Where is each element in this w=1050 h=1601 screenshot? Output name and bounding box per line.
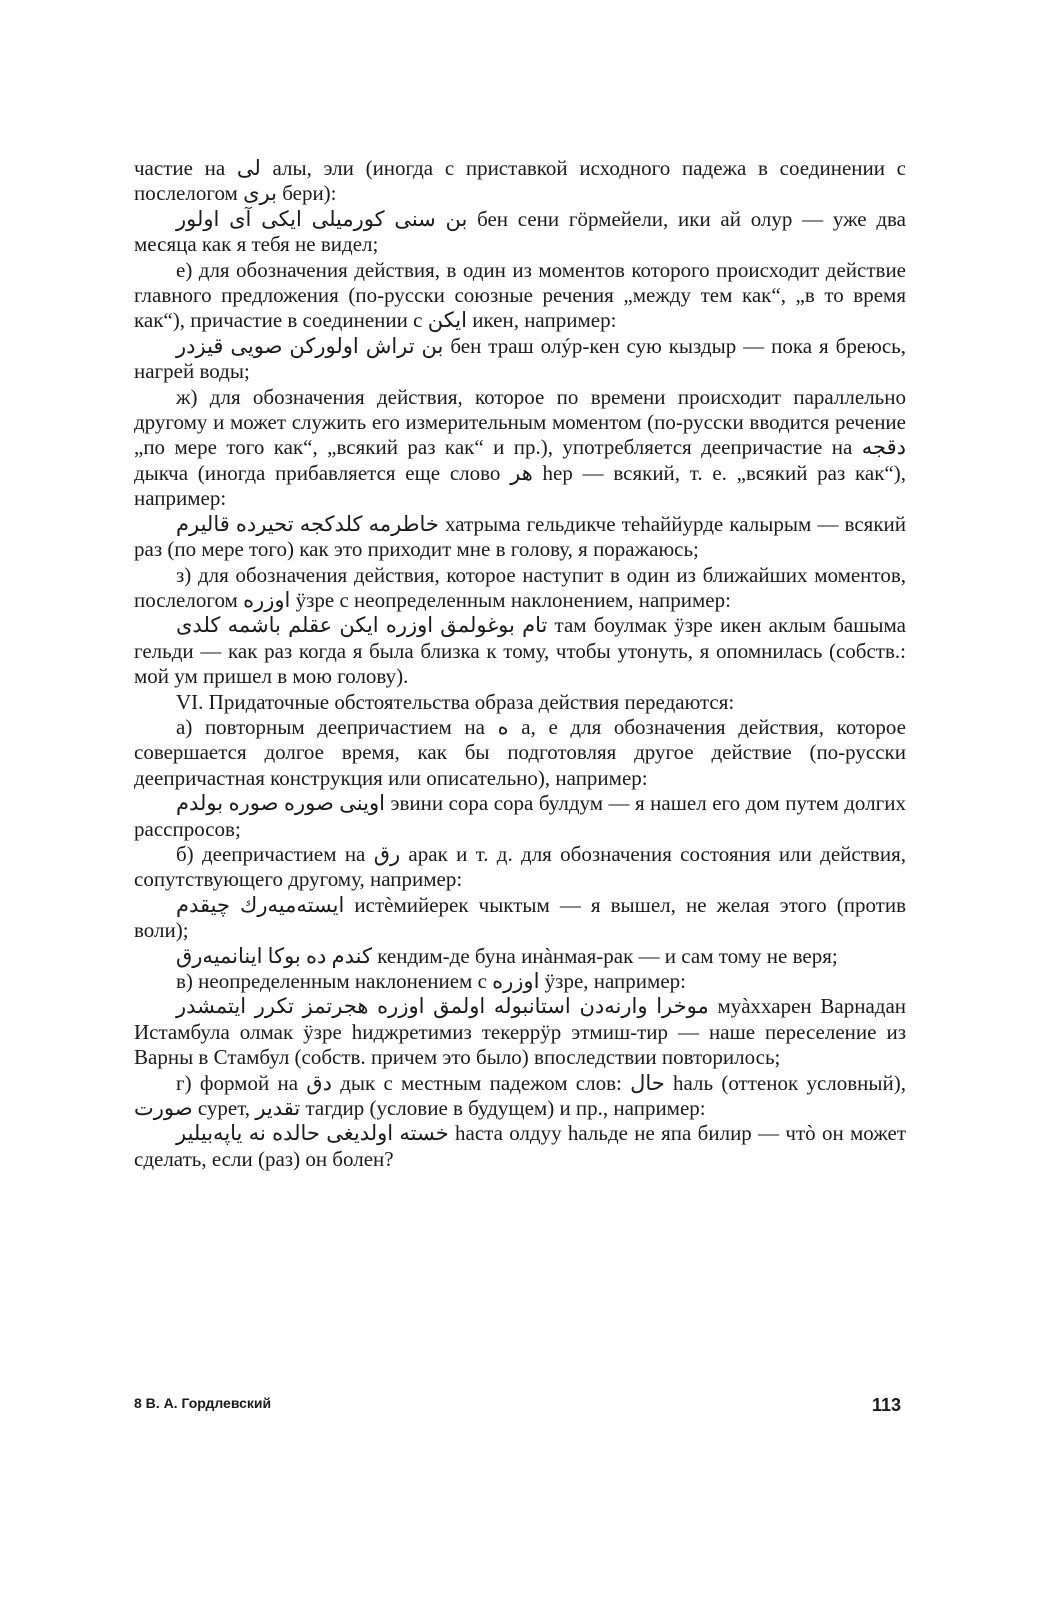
paragraph-10: а) повторным деепричастием на ه а, е для обозначения действия, которое совершается долгое время, как бы подготовляя другое действие (по-русски деепричастная конструкция или описательно), например:: [134, 714, 906, 790]
paragraph-13: اﻳﺴﺘﻪﻣﻴﻪرك ﭼﻴﻘﺪم истèмийерек чыктым — я вышел, не желая этого (против воли);: [134, 892, 906, 943]
paragraph-8: ﺗﺎم ﺑﻮﻏﻮﻟﻤﻖ اوزره اﻳﻜﻦ ﻋﻘﻠﻢ ﺑﺎﺷﻤﻪ ﻛﻠﺪی там боулмак ÿзре икен аклым башыма гельди — как раз когда я была близка к тому, чтобы утонуть, я опомнилась (собств.: мой ум пришел в мою голову).: [134, 613, 907, 689]
paragraph-7: з) для обозначения действия, которое наступит в один из ближайших моментов, послелогом اوزره ÿзре с неопределенным наклонением, например:: [134, 562, 906, 612]
paragraph-14: ﻛﻨﺪم ده ﺑﻮﻛﺎ اﻳﻨﺎﻧﻤﻴﻪرق кендим-де буна инàнмая-рак — и сам тому не веря;: [176, 943, 838, 968]
paragraph-3: е) для обозначения действия, в один из моментов которого происходит действие главного предложения (по-русски союзные речения „между тем как“, „в то время как“), причастие в соединении с اﻳﻜﻦ икен, например:: [134, 257, 906, 333]
paragraph-12: б) деепричастием на رق арак и т. д. для обозначения состояния или действия, сопутствующего другому, например:: [134, 841, 906, 892]
paragraph-5: ж) для обозначения действия, которое по времени происходит параллельно другому и может служить его измерительным моментом (по-русски вводится речение „по мере того как“, „всякий раз как“ и пр.), употребляется деепричастие на دﻗﺠﻪ дыкча (иногда прибавляется еще слово ﻫﺮ һер — всякий, т. е. „всякий раз как“), например:: [134, 384, 906, 511]
section-heading-vi: VI. Придаточные обстоятельства образа действия передаются:: [176, 689, 735, 714]
paragraph-2: ﺑﻦ ﺳﻨﻰ ﻛﻮرﻣﻴﻠﻰ اﻳﻜﻰ آی اوﻟﻮر бен сени гöрмейели, ики ай олур — уже два месяца как я тебя не видел;: [134, 206, 906, 257]
footer-signature: 8 В. А. Гордлевский: [134, 1395, 272, 1411]
paragraph-18: ﺧﺴﺘﻪ اوﻟﺪﻳﻐﻰ ﺣﺎﻟﺪه ﻧﻪ ﻳﺎﭘﻪﺑﻴﻠﻴﺮ һаста олдуу һальде не япа билир — чтò он может сделать, если (раз) он болен?: [134, 1121, 906, 1171]
paragraph-11: اوﻳﻨﻰ ﺻﻮره ﺻﻮره ﺑﻮﻟﺪم эвини сора сора булдум — я нашел его дом путем долгих расспросов;: [134, 791, 906, 841]
page-number: 113: [872, 1395, 902, 1415]
paragraph-17: г) формой на دق дык с местным падежом слов: ﺣﺎل һаль (оттенок условный), ﺻﻮرت сурет, ﺗﻘﺪﻳﺮ тагдир (условие в будущем) и пр., например:: [134, 1070, 906, 1121]
paragraph-6: ﺧﺎﻃﺮﻣﻪ ﻛﻠﺪﻛﺠﻪ ﺗﺤﻴﺮده ﻗﺎﻟﻴﺮم хатрыма гельдикче теһаййурде калырым — всякий раз (по мере того) как это приходит мне в голову, я поражаюсь;: [134, 511, 906, 562]
paragraph-15: в) неопределенным наклонением с اوزره ÿзре, например:: [176, 969, 686, 993]
paragraph-4: ﺑﻦ ﺗﺮاش اوﻟﻮرﻛﻦ ﺻﻮﻳﻰ ﻗﻴﺰدر бен траш олýр-кен сую кыздыр — пока я бреюсь, нагрей воды;: [134, 333, 907, 384]
paragraph-16: ﻣﻮﺧﺮا وارﻧﻪدن اﺳﺘﺎﻧﺒﻮﻟﻪ اوﻟﻤﻖ اوزره ﻫﺠﺮﺗﻤﺰ ﺗﻜﺮر اﻳﺘﻤﺸﺪر муàххарен Варнадан Истамбула олмак ÿзре һиджретимиз текеррÿр этмиш-тир — наше переселение из Варны в Стамбул (собств. причем это было) впоследствии повторилось;: [134, 994, 907, 1070]
paragraph-1: частие на ﻟﻰ алы, эли (иногда с приставкой исходного падежа в соединении с послелогом ﺑﺮی бери):: [134, 156, 906, 206]
body-text: [134, 156, 906, 1172]
